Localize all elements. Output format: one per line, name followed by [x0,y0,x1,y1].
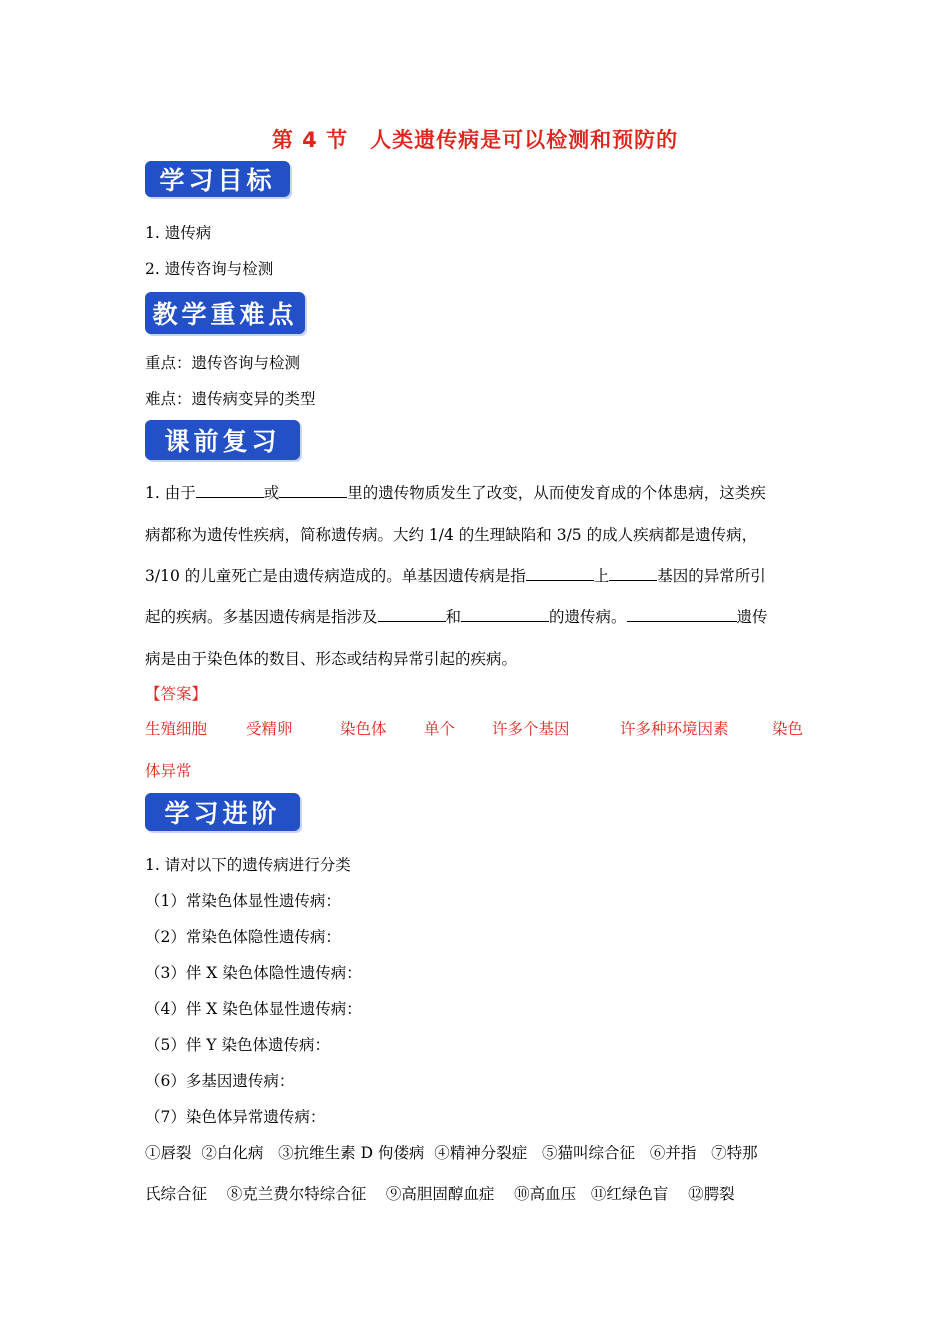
goal-item: 2. 遗传咨询与检测 [145,260,274,278]
answer-item: 单个 [424,720,456,738]
answer-item: 受精卵 [246,720,293,738]
classification-item: （1）常染色体显性遗传病： [145,892,341,910]
classification-item: （2）常染色体隐性遗传病： [145,928,341,946]
disease-list-line-1: ①唇裂 ②白化病 ③抗维生素 D 佝偻病 ④精神分裂症 ⑤猫叫综合征 ⑥并指 ⑦特那 [145,1144,758,1162]
section-badge-keypoints: 教学重难点 [145,292,305,334]
classification-item: （4）伴 X 染色体显性遗传病： [145,1000,362,1018]
section-badge-goals: 学习目标 [145,161,290,197]
answer-item: 体异常 [145,762,192,780]
answer-item: 染色 [772,720,804,738]
section-badge-advance: 学习进阶 [145,793,300,831]
classification-item: （7）染色体异常遗传病： [145,1108,326,1126]
question-title: 1. 请对以下的遗传病进行分类 [145,856,351,874]
answer-item: 许多种环境因素 [620,720,729,738]
goal-item: 1. 遗传病 [145,224,212,242]
classification-item: （6）多基因遗传病： [145,1072,295,1090]
answer-item: 许多个基因 [492,720,570,738]
review-line-4: 起的疾病。多基因遗传病是指涉及 和 的遗传病。 遗传 [145,608,768,626]
section-badge-review: 课前复习 [145,420,300,460]
answer-label: 【答案】 [145,685,208,703]
review-line-1: 1. 由于 或 里的遗传物质发生了改变，从而使发育成的个体患病，这类疾 [145,484,766,502]
disease-list-line-2: 氏综合征 ⑧克兰费尔特综合征 ⑨高胆固醇血症 ⑩高血压 ⑪红绿色盲 ⑫腭裂 [145,1185,735,1203]
classification-item: （5）伴 Y 染色体遗传病： [145,1036,330,1054]
review-line-2: 病都称为遗传性疾病，简称遗传病。大约 1/4 的生理缺陷和 3/5 的成人疾病都是遗传病， [145,526,758,544]
classification-item: （3）伴 X 染色体隐性遗传病： [145,964,362,982]
key-point: 重点：遗传咨询与检测 [145,354,301,372]
page-title: 第 4 节 人类遗传病是可以检测和预防的 [271,128,679,152]
hard-point: 难点：遗传病变异的类型 [145,390,316,408]
answer-item: 染色体 [340,720,387,738]
answer-item: 生殖细胞 [145,720,208,738]
review-line-5: 病是由于染色体的数目、形态或结构异常引起的疾病。 [145,650,518,668]
review-line-3: 3/10 的儿童死亡是由遗传病造成的。单基因遗传病是指 上 基因的异常所引 [145,567,766,585]
